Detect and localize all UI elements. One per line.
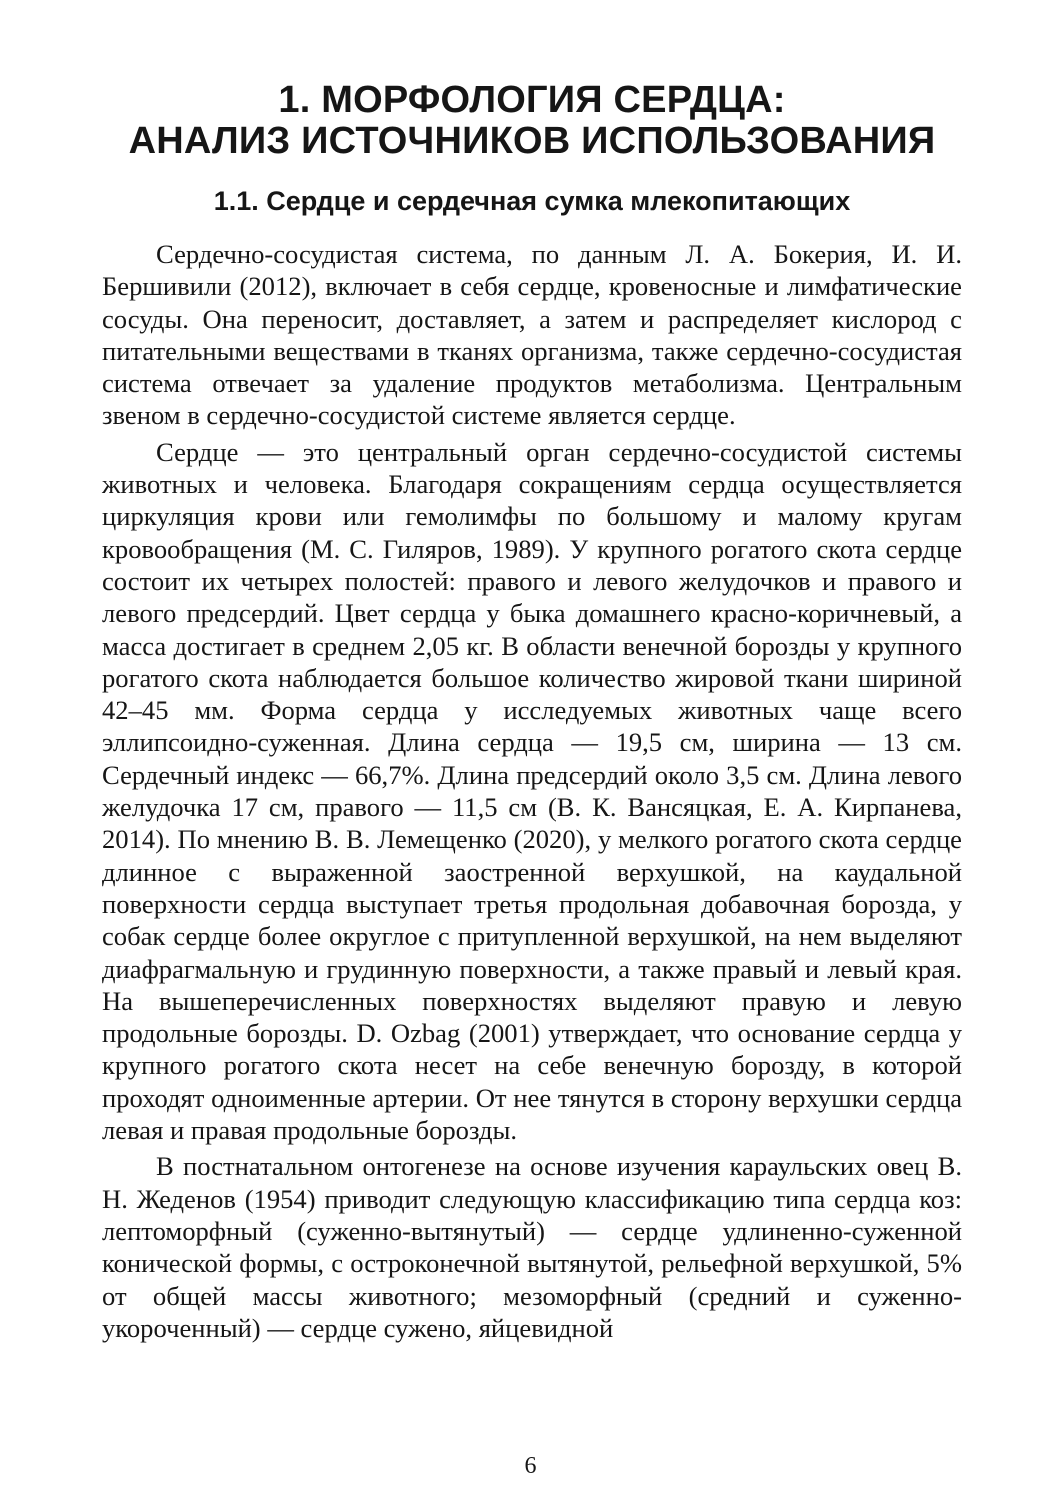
chapter-title-line-1: 1. МОРФОЛОГИЯ СЕРДЦА:: [278, 79, 786, 121]
chapter-title-line-2: АНАЛИЗ ИСТОЧНИКОВ ИСПОЛЬЗОВАНИЯ: [128, 120, 936, 162]
paragraph-1: Сердечно-сосудистая система, по данным Л. А. Бокерия, И. И. Бершивили (2012), включает в себя сердце, кровеносные и лимфатические сосуды. Она переносит, доставляет, а затем и распределяет кислород с питательными веществами в тканях организма, также сердечно-сосудистая система отвечает за удаление продуктов метаболизма. Центральным звеном в сердечно-сосудистой системе является сердце.: [102, 239, 962, 431]
paragraph-2: Сердце — это центральный орган сердечно-сосудистой системы животных и человека. Благодаря сокращениям сердца осуществляется циркуляция крови или гемолимфы по большому и малому кругам кровообращения (М. С. Гиляров, 1989). У крупного рогатого скота сердце состоит их четырех полостей: правого и левого желудочков и правого и левого предсердий. Цвет сердца у быка домашнего красно-коричневый, а масса достигает в среднем 2,05 кг. В области венечной борозды у крупного рогатого скота наблюдается большое количество жировой ткани шириной 42–45 мм. Форма сердца у исследуемых животных чаще всего эллипсоидно-суженная. Длина сердца — 19,5 см, ширина — 13 см. Сердечный индекс — 66,7%. Длина предсердий около 3,5 см. Длина левого желудочка 17 см, правого — 11,5 см (В. К. Вансяцкая, Е. А. Кирпанева, 2014). По мнению В. В. Лемещенко (2020), у мелкого рогатого скота сердце длинное с выраженной заостренной верхушкой, на каудальной поверхности сердца выступает третья продольная добавочная борозда, у собак сердце более округлое с притупленной верхушкой, на нем выделяют диафрагмальную и грудинную поверхности, а также правый и левый края. На вышеперечисленных поверхностях выделяют правую и левую продольные борозды. D. Ozbag (2001) утверждает, что основание сердца у крупного рогатого скота несет на себе венечную борозду, в которой проходят одноименные артерии. От нее тянутся в сторону верхушки сердца левая и правая продольные борозды.: [102, 436, 962, 1146]
page-content: [102, 80, 962, 1344]
page-number: 6: [524, 1453, 537, 1479]
paragraph-3: В постнатальном онтогенезе на основе изучения караульских овец В. Н. Жеденов (1954) приводит следующую классификацию типа сердца коз: лептоморфный (суженно-вытянутый) — сердце удлиненно-суженной конической формы, с остроконечной вытянутой, рельефной верхушкой, 5% от общей массы животного; мезоморфный (средний и суженно-укороченный) — сердце сужено, яйцевидной: [102, 1151, 962, 1343]
section-title: 1.1. Сердце и сердечная сумка млекопитающих: [213, 186, 851, 216]
chapter-title: [102, 80, 962, 162]
